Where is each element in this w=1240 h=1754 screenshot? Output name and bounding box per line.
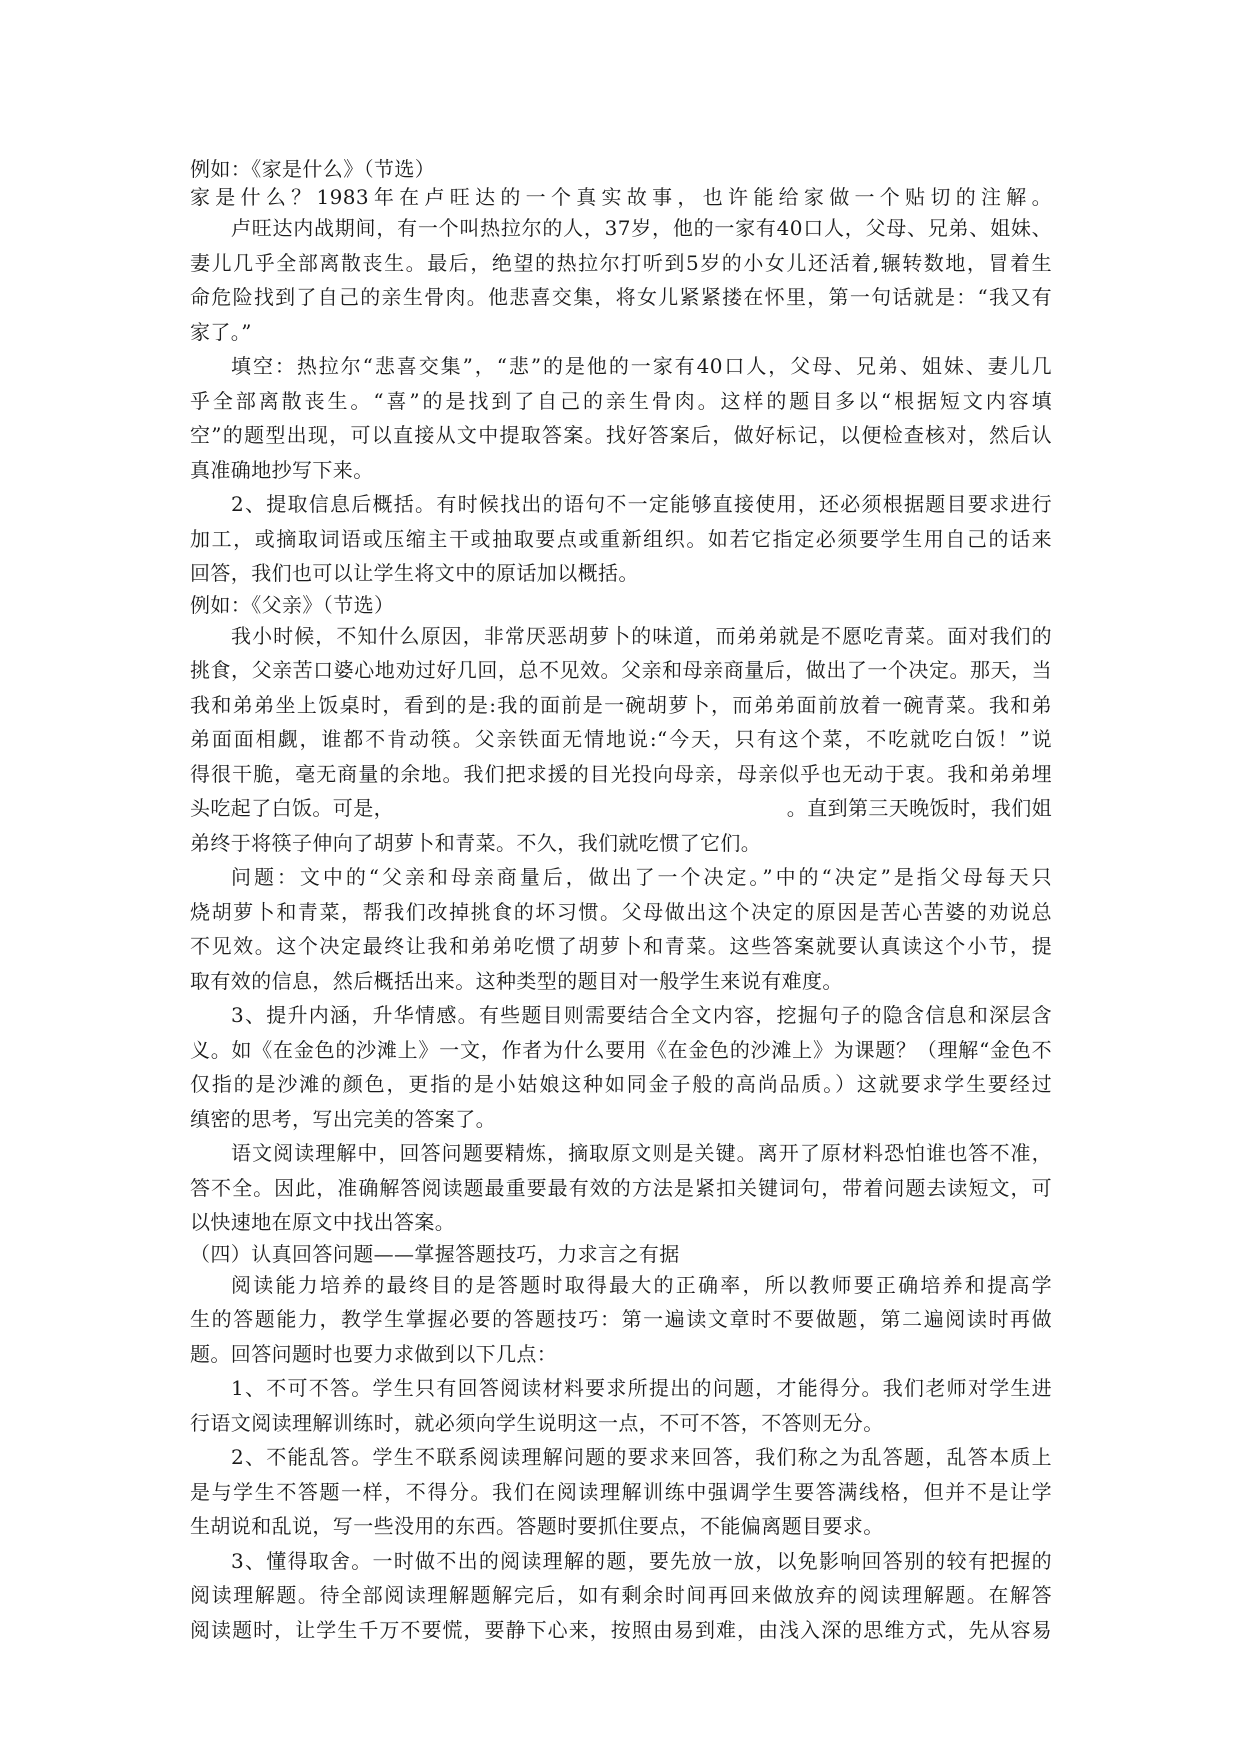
- text-line: 生的答题能力，教学生掌握必要的答题技巧：第一遍读文章时不要做题，第二遍阅读时再做: [190, 1307, 1052, 1331]
- paragraph-start: 阅读能力培养的最终目的是答题时取得最大的正确率，所以教师要正确培养和提高学: [231, 1272, 1052, 1297]
- text-line: 回答，我们也可以让学生将文中的原话加以概括。: [190, 561, 639, 585]
- paragraph-start: 我小时候，不知什么原因，非常厌恶胡萝卜的味道，而弟弟就是不愿吃青菜。面对我们的: [231, 623, 1052, 648]
- text-line: 义。如《在金色的沙滩上》一文，作者为什么要用《在金色的沙滩上》为课题？（理解“金色不: [190, 1037, 1052, 1062]
- text-line: 弟面面相觑，谁都不肯动筷。父亲铁面无情地说:“今天，只有这个菜，不吃就吃白饭！”说: [190, 727, 1052, 751]
- text-line: 缜密的思考，写出完美的答案了。: [190, 1106, 496, 1131]
- text-line: 弟终于将筷子伸向了胡萝卜和青菜。不久，我们就吃惯了它们。: [190, 830, 762, 855]
- text-before-blank: 头吃起了白饭。可是，: [190, 796, 394, 820]
- paragraph-start: 填空：热拉尔“悲喜交集”，“悲”的是他的一家有40口人，父母、兄弟、姐妹、妻儿几: [231, 354, 1052, 378]
- text-line: 不见效。这个决定最终让我和弟弟吃惯了胡萝卜和青菜。这些答案就要认真读这个小节，提: [190, 934, 1052, 958]
- paragraph-start: 语文阅读理解中，回答问题要精炼，摘取原文则是关键。离开了原材料恐怕谁也答不准，: [231, 1141, 1052, 1165]
- text-line: 是与学生不答题一样，不得分。我们在阅读理解训练中强调学生要答满线格，但并不是让学: [190, 1479, 1052, 1504]
- text-after-blank: 。直到第三天晚饭时，我们姐: [786, 796, 1052, 820]
- text-line: 真准确地抄写下来。: [190, 457, 374, 482]
- text-line: 题。回答问题时也要力求做到以下几点：: [190, 1341, 558, 1366]
- text-line: 妻儿几乎全部离散丧生。最后，绝望的热拉尔打听到5岁的小女儿还活着,辗转数地，冒着生: [190, 250, 1052, 275]
- example-heading-father: 例如：《父亲》（节选）: [190, 592, 395, 617]
- text-line: 加工，或摘取词语或压缩主干或抽取要点或重新组织。如若它指定必须要学生用自己的话来: [190, 526, 1052, 551]
- paragraph-start: 1、不可不答。学生只有回答阅读材料要求所提出的问题，才能得分。我们老师对学生进: [231, 1376, 1052, 1400]
- text-line: 家是什么？1983年在卢旺达的一个真实故事，也许能给家做一个贴切的注解。: [190, 185, 1052, 209]
- paragraph-start: 2、提取信息后概括。有时候找出的语句不一定能够直接使用，还必须根据题目要求进行: [231, 492, 1052, 516]
- text-line: 答不全。因此，准确解答阅读题最重要最有效的方法是紧扣关键词句，带着问题去读短文，可: [190, 1175, 1052, 1200]
- text-line: 命危险找到了自己的亲生骨肉。他悲喜交集，将女儿紧紧搂在怀里，第一句话就是：“我又有: [190, 285, 1052, 309]
- paragraph-start: 3、懂得取舍。一时做不出的阅读理解的题，要先放一放，以免影响回答别的较有把握的: [231, 1548, 1052, 1573]
- text-line: 仅指的是沙滩的颜色，更指的是小姑娘这种如同金子般的高尚品质。）这就要求学生要经过: [190, 1072, 1052, 1096]
- text-line: 得很干脆，毫无商量的余地。我们把求援的目光投向母亲，母亲似乎也无动于衷。我和弟弟埋: [190, 761, 1052, 786]
- text-line: 烧胡萝卜和青菜，帮我们改掉挑食的坏习惯。父母做出这个决定的原因是苦心苦婆的劝说总: [190, 899, 1052, 924]
- text-line: 空”的题型出现，可以直接从文中提取答案。找好答案后，做好标记，以便检查核对，然后认: [190, 423, 1052, 447]
- text-line-with-blank: [190, 791, 1052, 826]
- example-heading-home: 例如：《家是什么》（节选）: [190, 157, 436, 181]
- paragraph-start: 问题：文中的“父亲和母亲商量后，做出了一个决定。”中的“决定”是指父母每天只: [231, 865, 1052, 889]
- text-line: 乎全部离散丧生。“喜”的是找到了自己的亲生骨肉。这样的题目多以“根据短文内容填: [190, 388, 1052, 413]
- document-page: [190, 155, 1052, 1647]
- text-line: 我和弟弟坐上饭桌时，看到的是:我的面前是一碗胡萝卜，而弟弟面前放着一碗青菜。我和弟: [190, 692, 1052, 717]
- text-line: 以快速地在原文中找出答案。: [190, 1210, 456, 1234]
- text-line: 生胡说和乱说，写一些没用的东西。答题时要抓住要点，不能偏离题目要求。: [190, 1514, 884, 1538]
- text-line: 阅读题时，让学生千万不要慌，要静下心来，按照由易到难，由浅入深的思维方式，先从容易: [190, 1617, 1052, 1642]
- text-line: 取有效的信息，然后概括出来。这种类型的题目对一般学生来说有难度。: [190, 968, 843, 993]
- text-line: 行语文阅读理解训练时，就必须向学生说明这一点，不可不答，不答则无分。: [190, 1410, 884, 1435]
- paragraph-start: 3、提升内涵，升华情感。有些题目则需要结合全文内容，挖掘句子的隐含信息和深层含: [231, 1003, 1052, 1027]
- paragraph-start: 2、不能乱答。学生不联系阅读理解问题的要求来回答，我们称之为乱答题，乱答本质上: [231, 1445, 1052, 1469]
- section-heading-four: （四）认真回答问题——掌握答题技巧，力求言之有据: [190, 1241, 680, 1266]
- text-line: 家了。”: [190, 319, 252, 344]
- text-line: 阅读理解题。待全部阅读理解题解完后，如有剩余时间再回来做放弃的阅读理解题。在解答: [190, 1583, 1052, 1607]
- text-line: 挑食，父亲苦口婆心地劝过好几回，总不见效。父亲和母亲商量后，做出了一个决定。那天，当: [190, 658, 1052, 682]
- paragraph-start: 卢旺达内战期间，有一个叫热拉尔的人，37岁，他的一家有40口人，父母、兄弟、姐妹、: [231, 216, 1052, 240]
